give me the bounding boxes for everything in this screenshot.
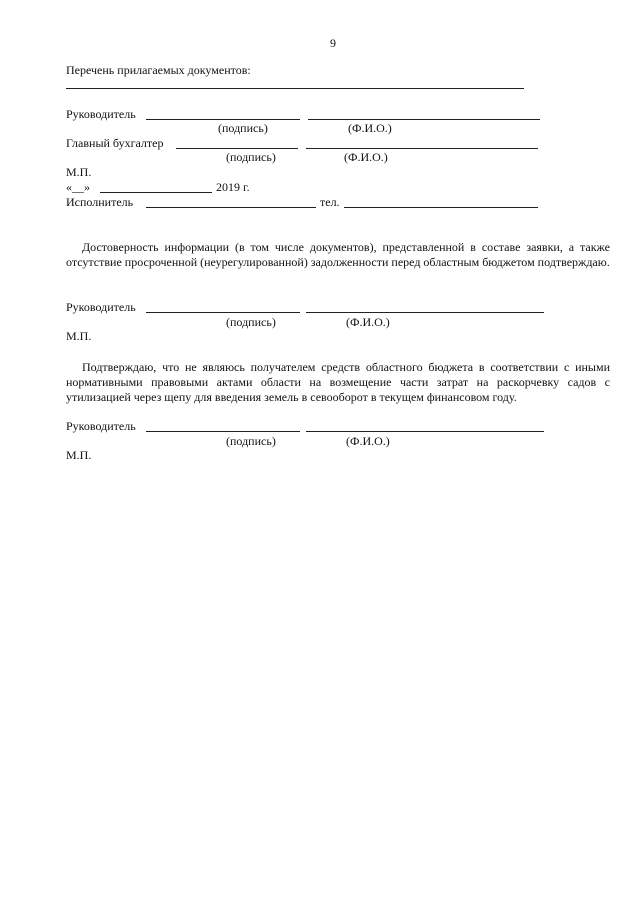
accountant-label: Главный бухгалтер <box>66 136 164 150</box>
head-name-line-2[interactable] <box>306 312 544 313</box>
head-name-caption-2: (Ф.И.О.) <box>346 315 390 329</box>
head-signature-caption-2: (подпись) <box>226 315 276 329</box>
phone-line[interactable] <box>344 207 538 208</box>
accountant-name-caption: (Ф.И.О.) <box>344 150 388 164</box>
statement-not-recipient: Подтверждаю, что не являюсь получателем средств областного бюджета в соответствии с иными нормативными правовыми актами области на возмещение части затрат на раскорчевку садов с утилизацией через щепу для введения земель в севооборот в текущем финансовом году. <box>66 360 610 404</box>
head-signature-line-2[interactable] <box>146 312 300 313</box>
seal-mark-3: М.П. <box>66 448 92 462</box>
head-label-3: Руководитель <box>66 419 136 433</box>
head-label-2: Руководитель <box>66 300 136 314</box>
head-name-caption: (Ф.И.О.) <box>348 121 392 135</box>
head-name-caption-3: (Ф.И.О.) <box>346 434 390 448</box>
attachments-heading: Перечень прилагаемых документов: <box>66 63 251 77</box>
head-signature-caption-3: (подпись) <box>226 434 276 448</box>
seal-mark: М.П. <box>66 165 92 179</box>
head-label: Руководитель <box>66 107 136 121</box>
seal-mark-2: М.П. <box>66 329 92 343</box>
phone-label: тел. <box>320 195 340 209</box>
head-name-line[interactable] <box>308 119 540 120</box>
attachments-line[interactable] <box>66 88 524 89</box>
accountant-name-line[interactable] <box>306 148 538 149</box>
date-day: «__» <box>66 180 90 194</box>
executor-label: Исполнитель <box>66 195 134 209</box>
date-month-line[interactable] <box>100 192 212 193</box>
head-signature-line[interactable] <box>146 119 300 120</box>
head-signature-line-3[interactable] <box>146 431 300 432</box>
statement-accuracy: Достоверность информации (в том числе документов), представленной в составе заявки, а также отсутствие просроченной (неурегулированной) задолженности перед областным бюджетом подтверждаю. <box>66 240 610 269</box>
head-signature-caption: (подпись) <box>218 121 268 135</box>
head-name-line-3[interactable] <box>306 431 544 432</box>
page-number: 9 <box>330 36 336 50</box>
accountant-signature-line[interactable] <box>176 148 298 149</box>
date-year: 2019 г. <box>216 180 250 194</box>
accountant-signature-caption: (подпись) <box>226 150 276 164</box>
executor-line[interactable] <box>146 207 316 208</box>
